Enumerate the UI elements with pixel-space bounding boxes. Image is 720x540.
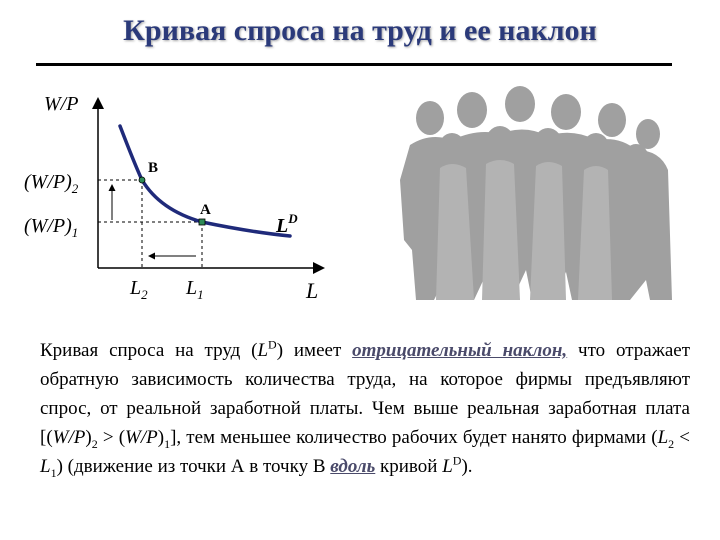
- emphasis-negative-slope: отрицательный наклон,: [352, 340, 568, 361]
- y-axis-label: W/P: [44, 93, 79, 115]
- point-a-label: A: [200, 202, 211, 218]
- y-tick-wp2: $(W/P)_2$: [24, 171, 79, 196]
- explanation-paragraph: Кривая спроса на труд $(L^D)$ имеет отрицательный наклон, что отражает обратную зависимость количества труда, на которое фирмы предъявляют спрос, от реальной заработной платы. Чем выше реальная заработная плата $[(W/P)_2 > (W/P)_1]$, тем меньшее количество рабочих будет нанято фирмами $(L_2 < L_1)$ (движение из точки А в точку В вдоль кривой $L^D$).: [40, 337, 690, 480]
- x-axis-label: L: [306, 278, 319, 303]
- x-tick-l2: $L_2$: [130, 277, 148, 302]
- point-b-marker: [139, 177, 145, 183]
- people-silhouette-icon: [400, 86, 672, 300]
- point-b-label: B: [148, 160, 159, 176]
- y-tick-wp1: $(W/P)_1$: [24, 215, 79, 240]
- point-a-marker: [199, 219, 205, 225]
- x-tick-l1: $L_1$: [186, 277, 204, 302]
- slide-title: Кривая спроса на труд и ее наклон: [123, 14, 597, 47]
- emphasis-along: вдоль: [330, 456, 376, 477]
- curve-label: $L^D$: [276, 211, 298, 237]
